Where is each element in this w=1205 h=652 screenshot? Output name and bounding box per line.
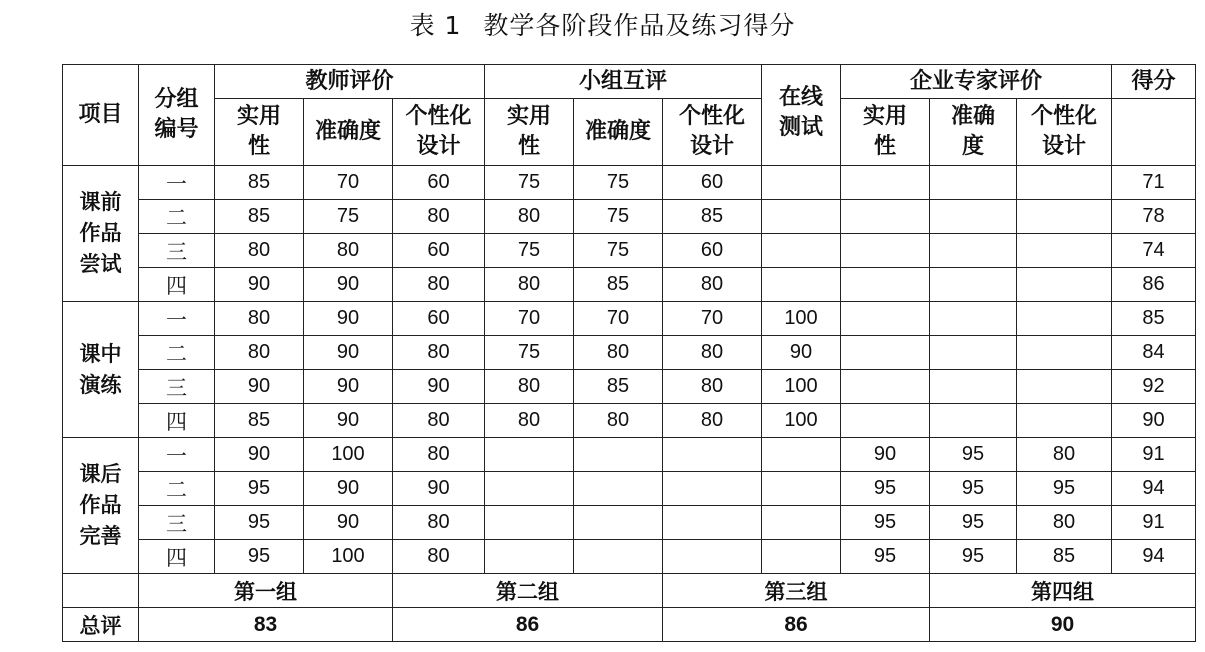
score-cell: 74 [1112,234,1196,268]
summary-label-blank [63,574,139,608]
value-cell [1017,302,1112,336]
value-cell: 90 [304,472,393,506]
value-cell [485,540,574,574]
value-cell: 90 [215,268,304,302]
value-cell [574,540,663,574]
value-cell: 80 [1017,506,1112,540]
score-cell: 84 [1112,336,1196,370]
value-cell [841,268,930,302]
value-cell: 100 [762,370,841,404]
summary-group-1-name: 第一组 [139,574,393,608]
sub-teacher-practical: 实用 性 [215,99,304,166]
value-cell: 95 [841,540,930,574]
value-cell: 80 [663,370,762,404]
value-cell [574,438,663,472]
value-cell [574,506,663,540]
value-cell: 100 [762,302,841,336]
value-cell: 60 [393,166,485,200]
value-cell: 100 [304,540,393,574]
value-cell [574,472,663,506]
value-cell [841,404,930,438]
value-cell: 100 [304,438,393,472]
value-cell: 60 [393,234,485,268]
sub-peer-personal: 个性化 设计 [663,99,762,166]
value-cell: 80 [304,234,393,268]
group-number: 三 [139,370,215,404]
value-cell: 90 [393,370,485,404]
header-row-sub [63,99,1196,166]
value-cell: 80 [485,200,574,234]
value-cell [663,472,762,506]
value-cell: 85 [215,404,304,438]
summary-group-3-value: 86 [663,608,930,642]
value-cell [841,336,930,370]
value-cell: 80 [215,302,304,336]
summary-values-row [63,608,1196,642]
value-cell: 85 [574,268,663,302]
value-cell [1017,370,1112,404]
value-cell [930,234,1017,268]
summary-group-4-name: 第四组 [930,574,1196,608]
value-cell: 90 [304,370,393,404]
section-label: 课中 演练 [63,302,139,438]
group-number: 二 [139,472,215,506]
score-cell: 92 [1112,370,1196,404]
header-online-test: 在线 测试 [762,65,841,166]
value-cell: 80 [215,336,304,370]
value-cell [841,370,930,404]
value-cell: 60 [663,166,762,200]
group-number: 四 [139,540,215,574]
value-cell: 100 [762,404,841,438]
header-row-main [63,65,1196,99]
summary-names-row [63,574,1196,608]
group-number: 一 [139,166,215,200]
value-cell: 75 [485,336,574,370]
table-row [63,540,1196,574]
section-label: 课前 作品 尝试 [63,166,139,302]
value-cell [663,540,762,574]
value-cell [762,506,841,540]
value-cell: 80 [1017,438,1112,472]
value-cell [1017,234,1112,268]
group-number: 三 [139,506,215,540]
value-cell: 90 [304,506,393,540]
header-teacher-eval: 教师评价 [215,65,485,99]
value-cell: 85 [215,200,304,234]
value-cell: 90 [215,438,304,472]
value-cell: 80 [485,404,574,438]
value-cell: 90 [304,268,393,302]
table-title: 教学各阶段作品及练习得分 [483,11,796,40]
table-row [63,200,1196,234]
table-row [63,336,1196,370]
summary-group-4-value: 90 [930,608,1196,642]
value-cell: 80 [393,540,485,574]
score-cell: 71 [1112,166,1196,200]
value-cell: 75 [574,234,663,268]
value-cell [663,438,762,472]
value-cell: 80 [393,438,485,472]
score-cell: 86 [1112,268,1196,302]
value-cell: 90 [215,370,304,404]
summary-label: 总评 [63,608,139,642]
score-cell: 91 [1112,506,1196,540]
sub-peer-accuracy: 准确度 [574,99,663,166]
score-table [62,64,1196,642]
value-cell [930,370,1017,404]
sub-expert-accuracy: 准确 度 [930,99,1017,166]
table-row [63,268,1196,302]
value-cell: 80 [393,404,485,438]
value-cell: 60 [663,234,762,268]
value-cell: 80 [393,200,485,234]
table-caption [0,6,1205,42]
value-cell: 80 [663,336,762,370]
value-cell [485,438,574,472]
value-cell: 60 [393,302,485,336]
value-cell: 95 [930,506,1017,540]
value-cell: 80 [663,268,762,302]
value-cell [1017,200,1112,234]
value-cell: 75 [485,234,574,268]
value-cell: 85 [663,200,762,234]
value-cell [930,336,1017,370]
value-cell: 90 [841,438,930,472]
value-cell: 70 [663,302,762,336]
value-cell: 95 [215,506,304,540]
header-peer-eval: 小组互评 [485,65,762,99]
value-cell: 95 [215,472,304,506]
value-cell: 85 [574,370,663,404]
value-cell: 70 [304,166,393,200]
table-row [63,404,1196,438]
header-score: 得分 [1112,65,1196,99]
table-row [63,166,1196,200]
value-cell: 80 [485,268,574,302]
score-cell: 85 [1112,302,1196,336]
table-row [63,472,1196,506]
value-cell [930,268,1017,302]
value-cell: 80 [215,234,304,268]
value-cell: 80 [574,404,663,438]
score-cell: 90 [1112,404,1196,438]
value-cell: 80 [574,336,663,370]
value-cell: 95 [1017,472,1112,506]
score-cell: 94 [1112,472,1196,506]
value-cell [1017,166,1112,200]
value-cell: 95 [930,540,1017,574]
summary-group-1-value: 83 [139,608,393,642]
value-cell [762,234,841,268]
value-cell [841,234,930,268]
section-label: 课后 作品 完善 [63,438,139,574]
table-row [63,438,1196,472]
group-number: 四 [139,404,215,438]
value-cell [663,506,762,540]
group-number: 三 [139,234,215,268]
summary-group-2-name: 第二组 [393,574,663,608]
value-cell: 80 [393,336,485,370]
value-cell [762,268,841,302]
sub-expert-personal: 个性化 设计 [1017,99,1112,166]
table-row [63,506,1196,540]
value-cell [762,200,841,234]
value-cell [762,540,841,574]
value-cell [485,472,574,506]
value-cell: 70 [574,302,663,336]
value-cell [930,404,1017,438]
value-cell [930,200,1017,234]
value-cell [485,506,574,540]
value-cell: 95 [930,438,1017,472]
group-number: 四 [139,268,215,302]
value-cell: 90 [304,336,393,370]
value-cell: 75 [574,200,663,234]
group-number: 一 [139,438,215,472]
sub-expert-practical: 实用 性 [841,99,930,166]
value-cell: 75 [304,200,393,234]
value-cell [1017,336,1112,370]
value-cell: 90 [762,336,841,370]
value-cell: 75 [574,166,663,200]
value-cell: 90 [304,404,393,438]
value-cell [930,302,1017,336]
group-number: 一 [139,302,215,336]
value-cell: 80 [393,268,485,302]
summary-group-2-value: 86 [393,608,663,642]
score-cell: 94 [1112,540,1196,574]
value-cell [841,166,930,200]
value-cell: 90 [393,472,485,506]
score-cell: 91 [1112,438,1196,472]
value-cell [762,438,841,472]
table-row [63,234,1196,268]
value-cell: 70 [485,302,574,336]
value-cell [762,166,841,200]
group-number: 二 [139,336,215,370]
value-cell: 85 [1017,540,1112,574]
value-cell: 75 [485,166,574,200]
sub-peer-practical: 实用 性 [485,99,574,166]
value-cell [841,302,930,336]
score-cell: 78 [1112,200,1196,234]
value-cell: 80 [663,404,762,438]
table-number: 表 1 [409,11,462,40]
header-item: 项目 [63,65,139,166]
value-cell: 85 [215,166,304,200]
sub-teacher-accuracy: 准确度 [304,99,393,166]
sub-teacher-personal: 个性化 设计 [393,99,485,166]
summary-group-3-name: 第三组 [663,574,930,608]
value-cell [841,200,930,234]
sub-score-blank [1112,99,1196,166]
value-cell: 80 [393,506,485,540]
header-group-no: 分组 编号 [139,65,215,166]
value-cell: 80 [485,370,574,404]
value-cell: 90 [304,302,393,336]
value-cell [1017,268,1112,302]
value-cell: 95 [841,472,930,506]
group-number: 二 [139,200,215,234]
header-expert-eval: 企业专家评价 [841,65,1112,99]
value-cell: 95 [930,472,1017,506]
value-cell: 95 [215,540,304,574]
table-row [63,370,1196,404]
value-cell [1017,404,1112,438]
value-cell [762,472,841,506]
value-cell: 95 [841,506,930,540]
table-row [63,302,1196,336]
value-cell [930,166,1017,200]
